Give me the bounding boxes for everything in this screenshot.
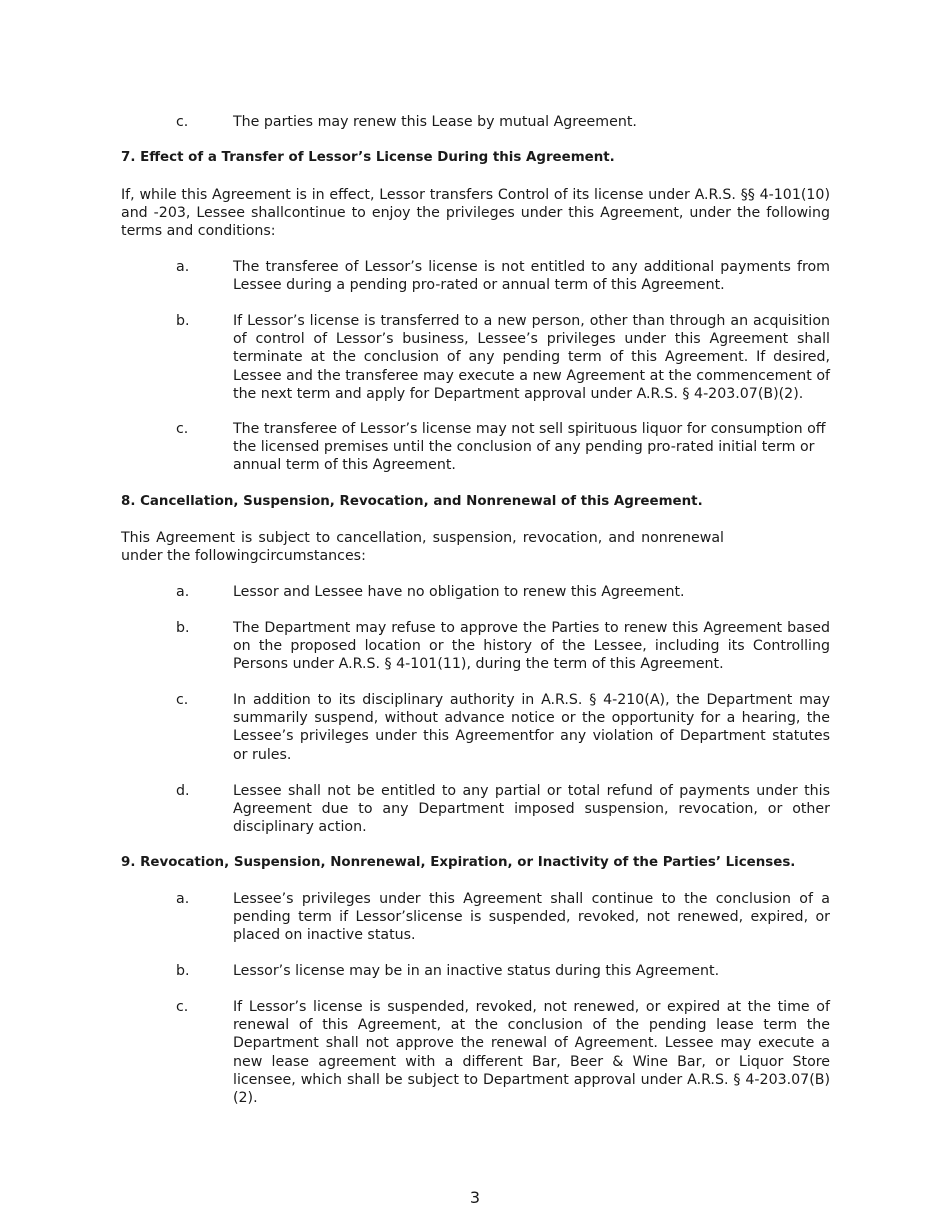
list-item-text: Lessor and Lessee have no obligation to renew this Agreement.: [233, 584, 685, 600]
list-item-label: b.: [176, 620, 190, 636]
section-8-intro-line: under the followingcircumstances:: [121, 548, 366, 565]
section-8-intro-line: This Agreement is subject to cancellation, suspension, revocation, and nonrenewal: [121, 530, 724, 546]
list-item-label: c.: [176, 421, 189, 437]
list-item-text: Lessee’s privileges under this Agreement shall continue to the conclusion of a pending term if Lessor’slicense is suspended, revoked, not renewed, expired, or placed on inactive status.: [233, 891, 830, 944]
list-item-text: The transferee of Lessor’s license may not sell spirituous liquor for consumption off the licensed premises until the conclusion of any pending pro-rated initial term or annual term of this Agreement.: [233, 421, 826, 474]
list-item-text: The parties may renew this Lease by mutual Agreement.: [233, 114, 637, 130]
page-number: 3: [469, 1188, 481, 1207]
list-item-label: b.: [176, 313, 190, 329]
list-item-label: d.: [176, 783, 190, 799]
list-item-text: Lessee shall not be entitled to any partial or total refund of payments under this Agreement due to any Department imposed suspension, revocation, or other disciplinary action.: [233, 783, 830, 836]
list-item-text: If Lessor’s license is suspended, revoked, not renewed, or expired at the time of renewal of this Agreement, at the conclusion of the pending lease term the Department shall not approve the renewal of Agreement. Lessee may execute a new lease agreement with a different Bar, Beer & Wine Bar, or Liquor Store licensee, which shall be subject to Department approval under A.R.S. § 4-203.07(B)(2).: [233, 999, 830, 1107]
list-item-label: c.: [176, 692, 189, 708]
list-item-label: c.: [176, 999, 189, 1015]
section-8-heading: 8. Cancellation, Suspension, Revocation, and Nonrenewal of this Agreement.: [121, 494, 703, 509]
list-item-text: The transferee of Lessor’s license is not entitled to any additional payments from Lessee during a pending pro-rated or annual term of this Agreement.: [233, 259, 830, 294]
list-item-label: a.: [176, 584, 190, 600]
section-8-intro: [121, 529, 741, 565]
list-item-label: a.: [176, 891, 190, 907]
list-item-text: If Lessor’s license is transferred to a new person, other than through an acquisition of control of Lessor’s business, Lessee’s privileges under this Agreement shall terminate at the conclusion of any pending term of this Agreement. If desired, Lessee and the transferee may execute a new Agreement at the commencement of the next term and apply for Department approval under A.R.S. § 4-203.07(B)(2).: [233, 313, 830, 402]
list-item-text: The Department may refuse to approve the Parties to renew this Agreement based on the proposed location or the history of the Lessee, including its Controlling Persons under A.R.S. § 4-101(11), during the term of this Agreement.: [233, 620, 830, 673]
section-7-intro: If, while this Agreement is in effect, Lessor transfers Control of its license under A.R.S. §§ 4-101(10) and -203, Lessee shallcontinue to enjoy the privileges under this Agreement, under the following terms and conditions:: [121, 187, 830, 240]
list-item-label: a.: [176, 259, 190, 275]
list-item-label: b.: [176, 963, 190, 979]
list-item-text: In addition to its disciplinary authority in A.R.S. § 4-210(A), the Department may summarily suspend, without advance notice or the opportunity for a hearing, the Lessee’s privileges under this Agreementfor any violation of Department statutes or rules.: [233, 692, 830, 763]
list-item-text: Lessor’s license may be in an inactive status during this Agreement.: [233, 963, 720, 979]
list-item-label: c.: [176, 114, 189, 130]
section-7-heading: 7. Effect of a Transfer of Lessor’s License During this Agreement.: [121, 150, 615, 165]
section-9-heading: 9. Revocation, Suspension, Nonrenewal, Expiration, or Inactivity of the Parties’ Licenses.: [121, 855, 796, 870]
